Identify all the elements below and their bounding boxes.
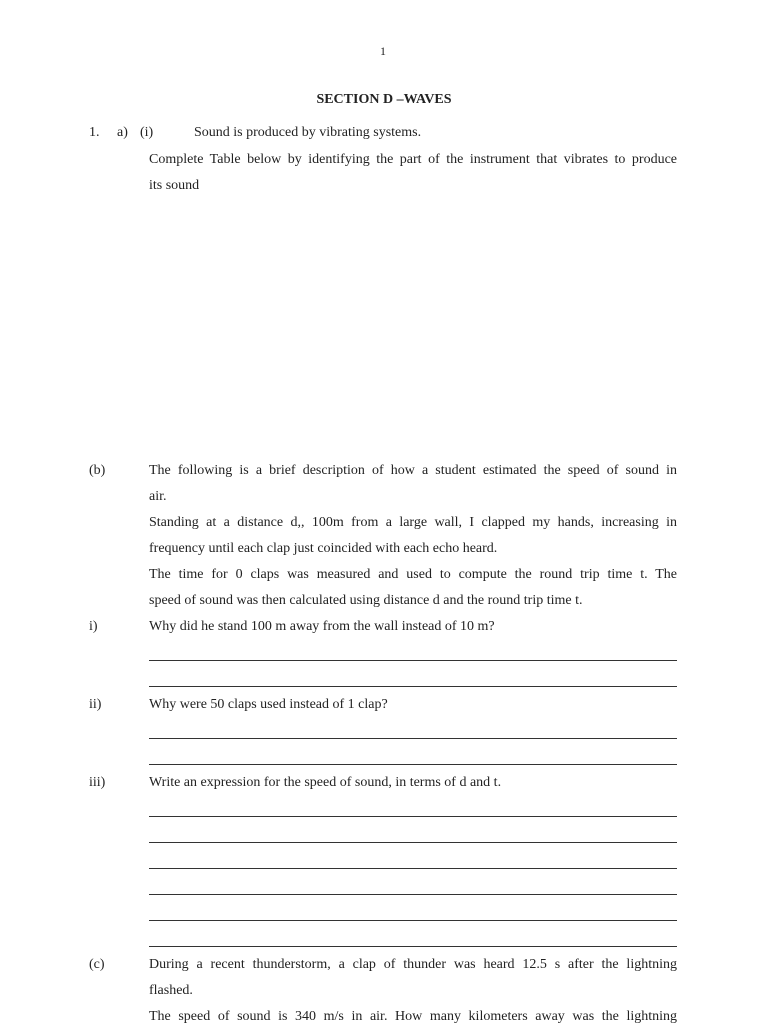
answer-line[interactable] <box>149 842 677 843</box>
section-title: SECTION D –WAVES <box>316 92 452 107</box>
answer-line[interactable] <box>149 660 677 661</box>
sub-i-label: (i) <box>140 125 154 140</box>
question-ii-text: Why were 50 claps used instead of 1 clap? <box>149 697 388 712</box>
question-i-text: Why did he stand 100 m away from the wall instead of 10 m? <box>149 619 495 634</box>
answer-line[interactable] <box>149 738 677 739</box>
part-b-line: The following is a brief description of how a student estimated the speed of sound in <box>149 463 677 478</box>
instruction-line-1: Complete Table below by identifying the part of the instrument that vibrates to produce <box>149 152 677 167</box>
part-b-label: (b) <box>89 463 106 478</box>
part-b-line: The time for 0 claps was measured and used to compute the round trip time t. The <box>149 567 677 582</box>
part-b-line: Standing at a distance d,, 100m from a large wall, I clapped my hands, increasing in <box>149 515 677 530</box>
part-b-line: frequency until each clap just coincided with each echo heard. <box>149 541 498 556</box>
part-c-line: During a recent thunderstorm, a clap of thunder was heard 12.5 s after the lightning <box>149 957 677 972</box>
answer-line[interactable] <box>149 894 677 895</box>
question-ii-label: ii) <box>89 697 102 712</box>
part-a-label: a) <box>117 125 128 140</box>
answer-line[interactable] <box>149 920 677 921</box>
question-iii-label: iii) <box>89 775 106 790</box>
part-c-line: flashed. <box>149 983 193 998</box>
question-i-label: i) <box>89 619 98 634</box>
sub-i-text: Sound is produced by vibrating systems. <box>194 125 422 140</box>
part-c-label: (c) <box>89 957 105 972</box>
answer-line[interactable] <box>149 764 677 765</box>
answer-line[interactable] <box>149 946 677 947</box>
answer-line[interactable] <box>149 816 677 817</box>
part-c-line: The speed of sound is 340 m/s in air. How many kilometers away was the lightning <box>149 1009 677 1024</box>
question-number: 1. <box>89 125 100 140</box>
question-iii-text: Write an expression for the speed of sound, in terms of d and t. <box>149 775 502 790</box>
part-b-line: speed of sound was then calculated using distance d and the round trip time t. <box>149 593 583 608</box>
answer-line[interactable] <box>149 868 677 869</box>
part-b-line: air. <box>149 489 167 504</box>
instruction-line-2: its sound <box>149 178 200 193</box>
answer-line[interactable] <box>149 686 677 687</box>
page-number: 1 <box>380 44 386 58</box>
